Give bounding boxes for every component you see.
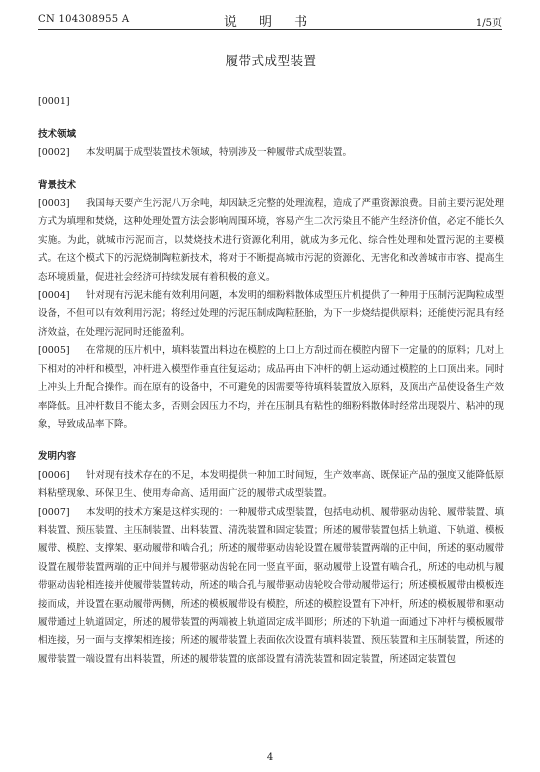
document-type-title: 说 明 书 [223,15,317,30]
paragraph-0004 [38,287,504,342]
publication-number: CN 104308955 A [38,14,130,25]
section-heading-background: 背景技术 [38,179,77,191]
paragraph-number: [0006] [38,469,70,481]
header-divider [38,29,502,30]
paragraph-text: 在常规的压片机中，填料装置出料边在模腔的上口上方刮过而在模腔内留下一定量的的原料；几对上下相对的冲杆和模型，冲杆进入模型作垂直往复运动；成品再由下冲杆的朝上运动通过模腔的上口顶出来。同时上冲头上升配合操作。而在原有的设备中，不可避免的因需要等待填料装置放入原料，及顶出产品使设备生产效率降低。且冲杆数目不能太多，否则会因压力不均，并在压制具有粘性的细粉料散体时经常出现裂片、粘冲的现象，导致成品率下降。 [38,345,505,430]
paragraph-number: [0007] [38,506,70,518]
paragraph-0006 [38,467,504,504]
paragraph-text: 本发明的技术方案是这样实现的：一种履带式成型装置，包括电动机、履带驱动齿轮、履带装置、填料装置、预压装置、主压制装置、出料装置、清洗装置和固定装置；所述的履带装置包括上轨道、下轨道、模板履带、模腔、支撑架、驱动履带和啮合孔；所述的履带驱动齿轮设置在履带装置两端的正中间，所述的驱动履带设置在履带装置两端的正中间并与履带驱动齿轮在同一竖直平面，驱动履带上设置有啮合孔，所述的电动机与履带驱动齿轮相连接并使履带装置转动，所述的啮合孔与履带驱动齿轮咬合带动履带运行；所述模板履带由模板连接而成，并设置在驱动履带两侧，所述的模板履带设有模腔，所述的模腔设置有下冲杆，所述的模板履带和驱动履带通过上轨道固定，所述的履带装置的两端被上轨道固定成半圆形；所述的下轨道一面通过下冲杆与模板履带相连接，另一面与支撑架相连接；所述的履带装置上表面依次设置有填料装置、预压装置和主压制装置，所述的履带装置一端设置有出料装置，所述的履带装置的底部设置有清洗装置和固定装置，所述固定装置包 [38,506,505,665]
paragraph-text: 我国每天要产生污泥八万余吨，却因缺乏完整的处理流程，造成了严重资源浪费。目前主要污泥处理方式为填埋和焚烧，这种处理处置方法会影响周围环境，容易产生二次污染且不能产生经济价值，必定不能长久实施。为此，就城市污泥而言，以焚烧技术进行资源化利用，就成为多元化、综合性处理和处置污泥的主要模式。在这个模式下的污泥烧制陶粒新技术，将对于不断提高城市污泥的资源化、无害化和改善城市市容、提高生态环境质量，促进社会经济可持续发展有着积极的意义。 [38,198,505,283]
document-body [38,52,504,669]
paragraph-text: 针对现有污泥未能有效利用问题，本发明的细粉料散体成型压片机提供了一种用于压制污泥陶粒成型设备，不但可以有效利用污泥；将经过处理的污泥压制成陶粒胚胎，为下一步烧结提供原料；还能使污泥具有经济效益，在处理污泥同时还能盈利。 [38,290,505,338]
paragraph-text: 本发明属于成型装置技术领域，特别涉及一种履带式成型装置。 [86,147,353,159]
paragraph-label-0001: [0001] [38,96,70,108]
page-count: 1/5页 [475,18,502,29]
paragraph-number: [0003] [38,198,70,210]
paragraph-0003 [38,195,504,287]
paragraph-0002 [38,144,504,162]
invention-title: 履带式成型装置 [225,53,317,68]
paragraph-number: [0002] [38,147,70,159]
page-header [38,11,502,29]
section-heading-summary: 发明内容 [38,451,77,463]
paragraph-0005 [38,342,504,434]
paragraph-number: [0005] [38,345,70,357]
paragraph-0007 [38,504,504,670]
section-heading-tech-field: 技术领域 [38,128,77,140]
page-number: 4 [266,752,274,763]
paragraph-number: [0004] [38,290,70,302]
paragraph-text: 针对现有技术存在的不足，本发明提供一种加工时间短，生产效率高、既保证产品的强度又能降低原料粘壁现象、环保卫生、使用寿命高、适用面广泛的履带式成型装置。 [38,469,505,500]
